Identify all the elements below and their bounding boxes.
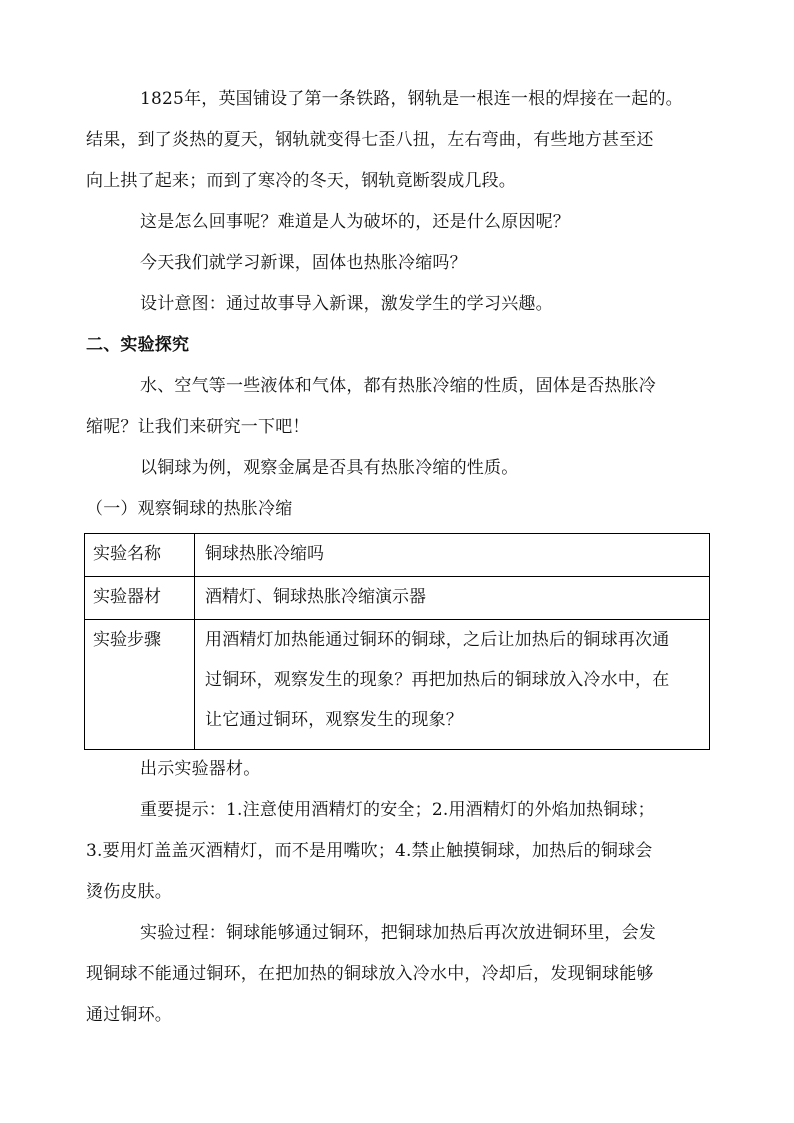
- paragraph-copper-ball-example: 以铜球为例，观察金属是否具有热胀冷缩的性质。: [140, 458, 519, 478]
- table-cell-key: 实验名称: [85, 534, 195, 577]
- paragraph-safety-tips-line-1: 重要提示：1.注意使用酒精灯的安全；2.用酒精灯的外焰加热铜球；: [140, 800, 655, 820]
- section-heading-experiment: 二、实验探究: [86, 335, 190, 355]
- table-cell-value: 酒精灯、铜球热胀冷缩演示器: [195, 577, 710, 620]
- table-cell-key: 实验器材: [85, 577, 195, 620]
- paragraph-process-line-1: 实验过程：铜球能够通过铜环，把铜球加热后再次放进铜环里，会发: [140, 923, 656, 943]
- paragraph-question: 这是怎么回事呢？难道是人为破坏的，还是什么原因呢？: [140, 212, 570, 232]
- paragraph-process-line-2: 现铜球不能通过铜环，在把加热的铜球放入冷水中，冷却后，发现铜球能够: [86, 964, 654, 984]
- paragraph-new-lesson: 今天我们就学习新课，固体也热胀冷缩吗？: [140, 253, 467, 273]
- paragraph-process-line-3: 通过铜环。: [86, 1005, 172, 1025]
- table-cell-key: 实验步骤: [85, 620, 195, 750]
- table-row: [85, 534, 710, 577]
- experiment-table: [84, 533, 710, 750]
- paragraph-intro-line-3: 向上拱了起来；而到了寒冷的冬天，钢轨竟断裂成几段。: [86, 171, 516, 191]
- table-row: [85, 620, 710, 750]
- paragraph-liquids-gases-line-1: 水、空气等一些液体和气体，都有热胀冷缩的性质，固体是否热胀冷: [140, 376, 656, 396]
- table-cell-value: 铜球热胀冷缩吗: [195, 534, 710, 577]
- paragraph-intro-line-1: 1825年，英国铺设了第一条铁路，钢轨是一根连一根的焊接在一起的。: [140, 89, 683, 109]
- subsection-heading-copper-ball: （一）观察铜球的热胀冷缩: [86, 499, 293, 519]
- table-row: [85, 577, 710, 620]
- paragraph-liquids-gases-line-2: 缩呢？让我们来研究一下吧！: [86, 417, 310, 437]
- paragraph-show-equipment: 出示实验器材。: [140, 759, 261, 779]
- table-cell-line: 用酒精灯加热能通过铜环的铜球，之后让加热后的铜球再次通: [205, 630, 670, 650]
- paragraph-safety-tips-line-3: 烫伤皮肤。: [86, 882, 172, 902]
- paragraph-safety-tips-line-2: 3.要用灯盖盖灭酒精灯，而不是用嘴吹；4.禁止触摸铜球，加热后的铜球会: [86, 841, 653, 861]
- paragraph-design-intent: 设计意图：通过故事导入新课，激发学生的学习兴趣。: [140, 294, 553, 314]
- table-cell-line: 过铜环，观察发生的现象？再把加热后的铜球放入冷水中，在: [205, 670, 670, 690]
- paragraph-intro-line-2: 结果，到了炎热的夏天，钢轨就变得七歪八扭，左右弯曲，有些地方甚至还: [86, 130, 654, 150]
- table-cell-line: 让它通过铜环，观察发生的现象？: [205, 710, 463, 730]
- table-cell-value: [195, 620, 710, 750]
